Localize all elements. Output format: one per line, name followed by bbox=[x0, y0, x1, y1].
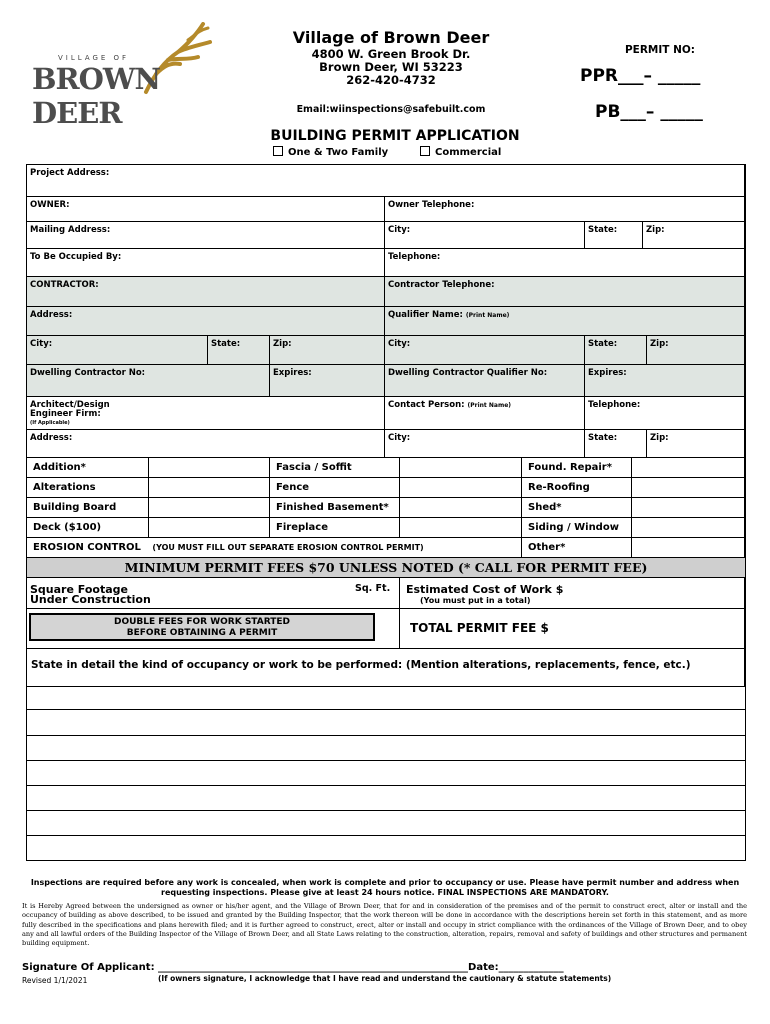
checkbox-box[interactable] bbox=[420, 146, 430, 156]
work-found-repair-input[interactable] bbox=[632, 458, 745, 478]
qualifier-city-field[interactable]: City: bbox=[385, 336, 585, 365]
contractor-city-field[interactable]: City: bbox=[27, 336, 208, 365]
qualifier-name-field[interactable]: Qualifier Name: (Print Name) bbox=[385, 307, 745, 336]
contractor-address-field[interactable]: Address: bbox=[27, 307, 385, 336]
dwelling-qualifier-no-field[interactable]: Dwelling Contractor Qualifier No: bbox=[385, 365, 585, 397]
work-fence: Fence bbox=[270, 478, 400, 498]
contractor-zip-field[interactable]: Zip: bbox=[270, 336, 385, 365]
work-description-label: State in detail the kind of occupancy or work to be performed: (Mention alterations, replacements, fence, etc.) bbox=[27, 649, 745, 687]
project-address-field[interactable]: Project Address: bbox=[27, 165, 745, 197]
occupant-telephone-field[interactable]: Telephone: bbox=[385, 249, 745, 277]
work-deck: Deck ($100) bbox=[27, 518, 149, 538]
work-shed-input[interactable] bbox=[632, 498, 745, 518]
contractor-field[interactable]: CONTRACTOR: bbox=[27, 277, 385, 307]
work-building-board: Building Board bbox=[27, 498, 149, 518]
work-fascia: Fascia / Soffit bbox=[270, 458, 400, 478]
pb-number-field[interactable]: PB___– _____ bbox=[595, 102, 703, 122]
village-name: Village of Brown Deer bbox=[292, 28, 490, 47]
qualifier-state-field[interactable]: State: bbox=[585, 336, 647, 365]
work-erosion-control[interactable]: EROSION CONTROL (YOU MUST FILL OUT SEPARATE EROSION CONTROL PERMIT) bbox=[27, 538, 522, 558]
revised-date: Revised 1/1/2021 bbox=[22, 976, 88, 985]
minimum-fee-banner: MINIMUM PERMIT FEES $70 UNLESS NOTED (* CALL FOR PERMIT FEE) bbox=[27, 558, 745, 578]
work-alterations-input[interactable] bbox=[149, 478, 270, 498]
description-line[interactable] bbox=[27, 810, 745, 811]
sqft-unit: Sq. Ft. bbox=[355, 583, 391, 594]
work-siding-window-input[interactable] bbox=[632, 518, 745, 538]
description-line[interactable] bbox=[27, 835, 745, 836]
permit-no-label: PERMIT NO: bbox=[624, 44, 696, 56]
architect-state-field[interactable]: State: bbox=[585, 430, 647, 458]
dwelling-expires-field[interactable]: Expires: bbox=[270, 365, 385, 397]
logo-village-text: VILLAGE OF bbox=[58, 54, 130, 62]
work-addition-input[interactable] bbox=[149, 458, 270, 478]
dwelling-contractor-no-field[interactable]: Dwelling Contractor No: bbox=[27, 365, 270, 397]
total-permit-fee-field[interactable]: TOTAL PERMIT FEE $ bbox=[400, 609, 745, 649]
owner-state-field[interactable]: State: bbox=[585, 222, 643, 249]
description-line[interactable] bbox=[27, 760, 745, 761]
description-line[interactable] bbox=[27, 785, 745, 786]
square-footage-field[interactable]: Square Footage Under Construction Sq. Ft. bbox=[27, 578, 400, 609]
work-deck-input[interactable] bbox=[149, 518, 270, 538]
work-found-repair: Found. Repair* bbox=[522, 458, 632, 478]
work-other: Other* bbox=[522, 538, 632, 558]
architect-firm-field[interactable]: Architect/Design Engineer Firm: (If Applicable) bbox=[27, 397, 385, 430]
work-fireplace: Fireplace bbox=[270, 518, 400, 538]
mailing-address-field[interactable]: Mailing Address: bbox=[27, 222, 385, 249]
checkbox-commercial[interactable]: Commercial bbox=[420, 146, 501, 158]
work-other-input[interactable] bbox=[632, 538, 745, 558]
work-re-roofing-input[interactable] bbox=[632, 478, 745, 498]
checkbox-box[interactable] bbox=[273, 146, 283, 156]
work-shed: Shed* bbox=[522, 498, 632, 518]
village-logo bbox=[28, 22, 238, 130]
work-fireplace-input[interactable] bbox=[400, 518, 522, 538]
permit-form bbox=[26, 164, 746, 861]
erosion-note: (YOU MUST FILL OUT SEPARATE EROSION CONTROL PERMIT) bbox=[152, 543, 424, 552]
estimated-cost-field[interactable]: Estimated Cost of Work $ (You must put in a total) bbox=[400, 578, 745, 609]
caution-statement: (If owners signature, I acknowledge that I have read and understand the cautionary & statute statements) bbox=[158, 974, 612, 983]
occupied-by-field[interactable]: To Be Occupied By: bbox=[27, 249, 385, 277]
description-line[interactable] bbox=[27, 709, 745, 710]
description-line[interactable] bbox=[27, 735, 745, 736]
inspection-notice: Inspections are required before any work is concealed, when work is complete and prior to occupancy or use. Please have permit number and address when requesting inspections. Please give at least 24 hours notice. FINAL INSPECTIONS ARE MANDATORY. bbox=[30, 878, 740, 897]
form-title: BUILDING PERMIT APPLICATION bbox=[270, 128, 520, 144]
architect-zip-field[interactable]: Zip: bbox=[647, 430, 745, 458]
qualifier-expires-field[interactable]: Expires: bbox=[585, 365, 745, 397]
legal-agreement: It is Hereby Agreed between the undersigned as owner or his/her agent, and the Village of Brown Deer, that for and in consideration of the premises and of the permit to construct erect, alter or install and the occupancy of building as above described, to be issued and granted by the Building Inspector, that the work thereon will be done in accordance with the descriptions herein set forth in this statement, and as more fully described in the specifications and plans herewith filed; and it is further agreed to construct, erect, alter or install and occupy in strict compliance with the ordinances of the Village of Brown Deer, and to obey any and all lawful orders of the Building Inspector of the Village of Brown Deer, and all State Laws relating to the construction, alteration, repairs, removal and safety of buildings and other structures and permanent building equipment. bbox=[22, 902, 747, 948]
logo-brown-deer-text: BROWN DEER bbox=[32, 62, 160, 130]
signature-line[interactable]: Signature Of Applicant: ______________________________________________________________Date:_____________ bbox=[22, 962, 564, 973]
work-siding-window: Siding / Window bbox=[522, 518, 632, 538]
owner-zip-field[interactable]: Zip: bbox=[643, 222, 745, 249]
village-address: 4800 W. Green Brook Dr. Brown Deer, WI 53223 262-420-4732 bbox=[311, 47, 471, 87]
work-re-roofing: Re-Roofing bbox=[522, 478, 632, 498]
checkbox-one-two-family[interactable]: One & Two Family bbox=[273, 146, 388, 158]
double-fees-notice: DOUBLE FEES FOR WORK STARTED BEFORE OBTAINING A PERMIT bbox=[29, 613, 375, 641]
architect-city-field[interactable]: City: bbox=[385, 430, 585, 458]
work-fence-input[interactable] bbox=[400, 478, 522, 498]
owner-telephone-field[interactable]: Owner Telephone: bbox=[385, 197, 745, 222]
work-finished-basement: Finished Basement* bbox=[270, 498, 400, 518]
owner-field[interactable]: OWNER: bbox=[27, 197, 385, 222]
contractor-state-field[interactable]: State: bbox=[208, 336, 270, 365]
work-fascia-input[interactable] bbox=[400, 458, 522, 478]
contact-email: Email:wiinspections@safebuilt.com bbox=[296, 104, 486, 115]
qualifier-zip-field[interactable]: Zip: bbox=[647, 336, 745, 365]
architect-address-field[interactable]: Address: bbox=[27, 430, 385, 458]
double-fees-area bbox=[27, 609, 400, 649]
work-finished-basement-input[interactable] bbox=[400, 498, 522, 518]
ppr-number-field[interactable]: PPR___– _____ bbox=[580, 66, 701, 86]
contact-person-field[interactable]: Contact Person: (Print Name) bbox=[385, 397, 585, 430]
owner-city-field[interactable]: City: bbox=[385, 222, 585, 249]
work-alterations: Alterations bbox=[27, 478, 149, 498]
contractor-telephone-field[interactable]: Contractor Telephone: bbox=[385, 277, 745, 307]
architect-telephone-field[interactable]: Telephone: bbox=[585, 397, 745, 430]
work-building-board-input[interactable] bbox=[149, 498, 270, 518]
work-addition: Addition* bbox=[27, 458, 149, 478]
